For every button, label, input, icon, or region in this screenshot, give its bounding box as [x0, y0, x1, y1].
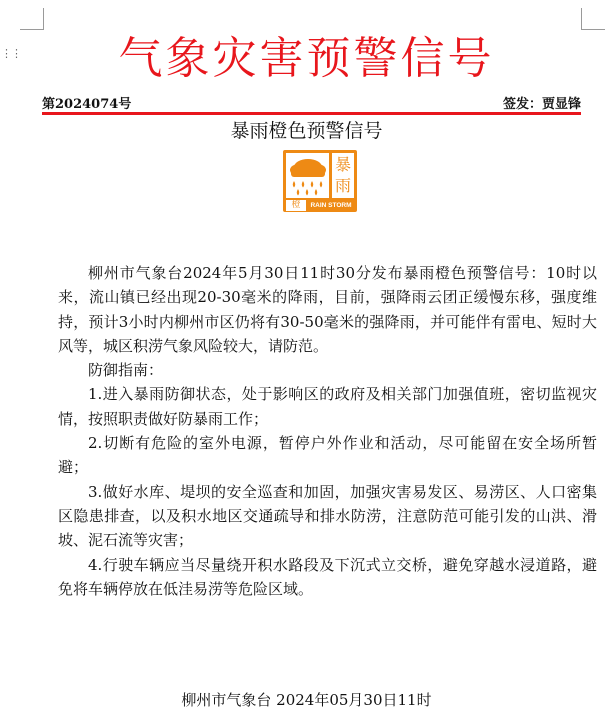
issuer-signature: 柳州市气象台 2024年05月30日11时: [181, 691, 432, 709]
warning-body: [58, 261, 597, 601]
signal-level-box: [286, 200, 306, 211]
signer: 签发：贾显锋: [502, 97, 581, 112]
body-paragraph: 2.切断有危险的室外电源，暂停户外作业和活动，尽可能留在安全场所暂避；: [58, 434, 597, 477]
signal-char-bottom: 雨: [334, 176, 351, 195]
signal-char-top: 暴: [334, 155, 351, 174]
signal-level-char: 橙: [291, 200, 301, 210]
body-paragraph: 3.做好水库、堤坝的安全巡查和加固，加强灾害易发区、易涝区、人口密集区隐患排查，以及积水地区交通疏导和排水防涝，注意防范可能引发的山洪、滑坡、泥石流等灾害；: [58, 482, 597, 550]
rainstorm-orange-warning-icon: [283, 150, 357, 212]
crop-mark-top-left-vertical: [43, 8, 44, 30]
body-paragraph: 柳州市气象台2024年5月30日11时30分发布暴雨橙色预警信号：10时以来，流山镇已经出现20-30毫米的降雨，目前，强降雨云团正缓慢东移，强度维持，预计3小时内柳州市区仍将有30-50毫米的强降雨，并可能伴有雷电、短时大风等，城区积涝气象风险较大，请防范。: [58, 264, 597, 355]
header-title: 气象灾害预警信号: [118, 33, 495, 84]
document-number: 第2024074号: [42, 97, 132, 112]
signal-title: 暴雨橙色预警信号: [230, 120, 383, 142]
signal-english-label: RAIN STORM: [310, 202, 352, 209]
body-paragraph: 防御指南：: [88, 361, 164, 380]
body-paragraph: 4.行驶车辆应当尽量绕开积水路段及下沉式立交桥，避免穿越水浸道路，避免将车辆停放在低洼易涝等危险区域。: [58, 555, 597, 598]
body-paragraph: 1.进入暴雨防御状态，处于影响区的政府及相关部门加强值班，密切监视灾情，按照职责做好防暴雨工作；: [58, 385, 597, 428]
signal-name-box: [332, 153, 354, 198]
cloud-panel: [286, 153, 329, 198]
drag-handle-icon[interactable]: ⋮⋮: [1, 47, 21, 60]
rain-cloud-icon: [286, 153, 329, 198]
crop-mark-top-right-vertical: [581, 8, 582, 30]
header-divider: [42, 112, 581, 115]
